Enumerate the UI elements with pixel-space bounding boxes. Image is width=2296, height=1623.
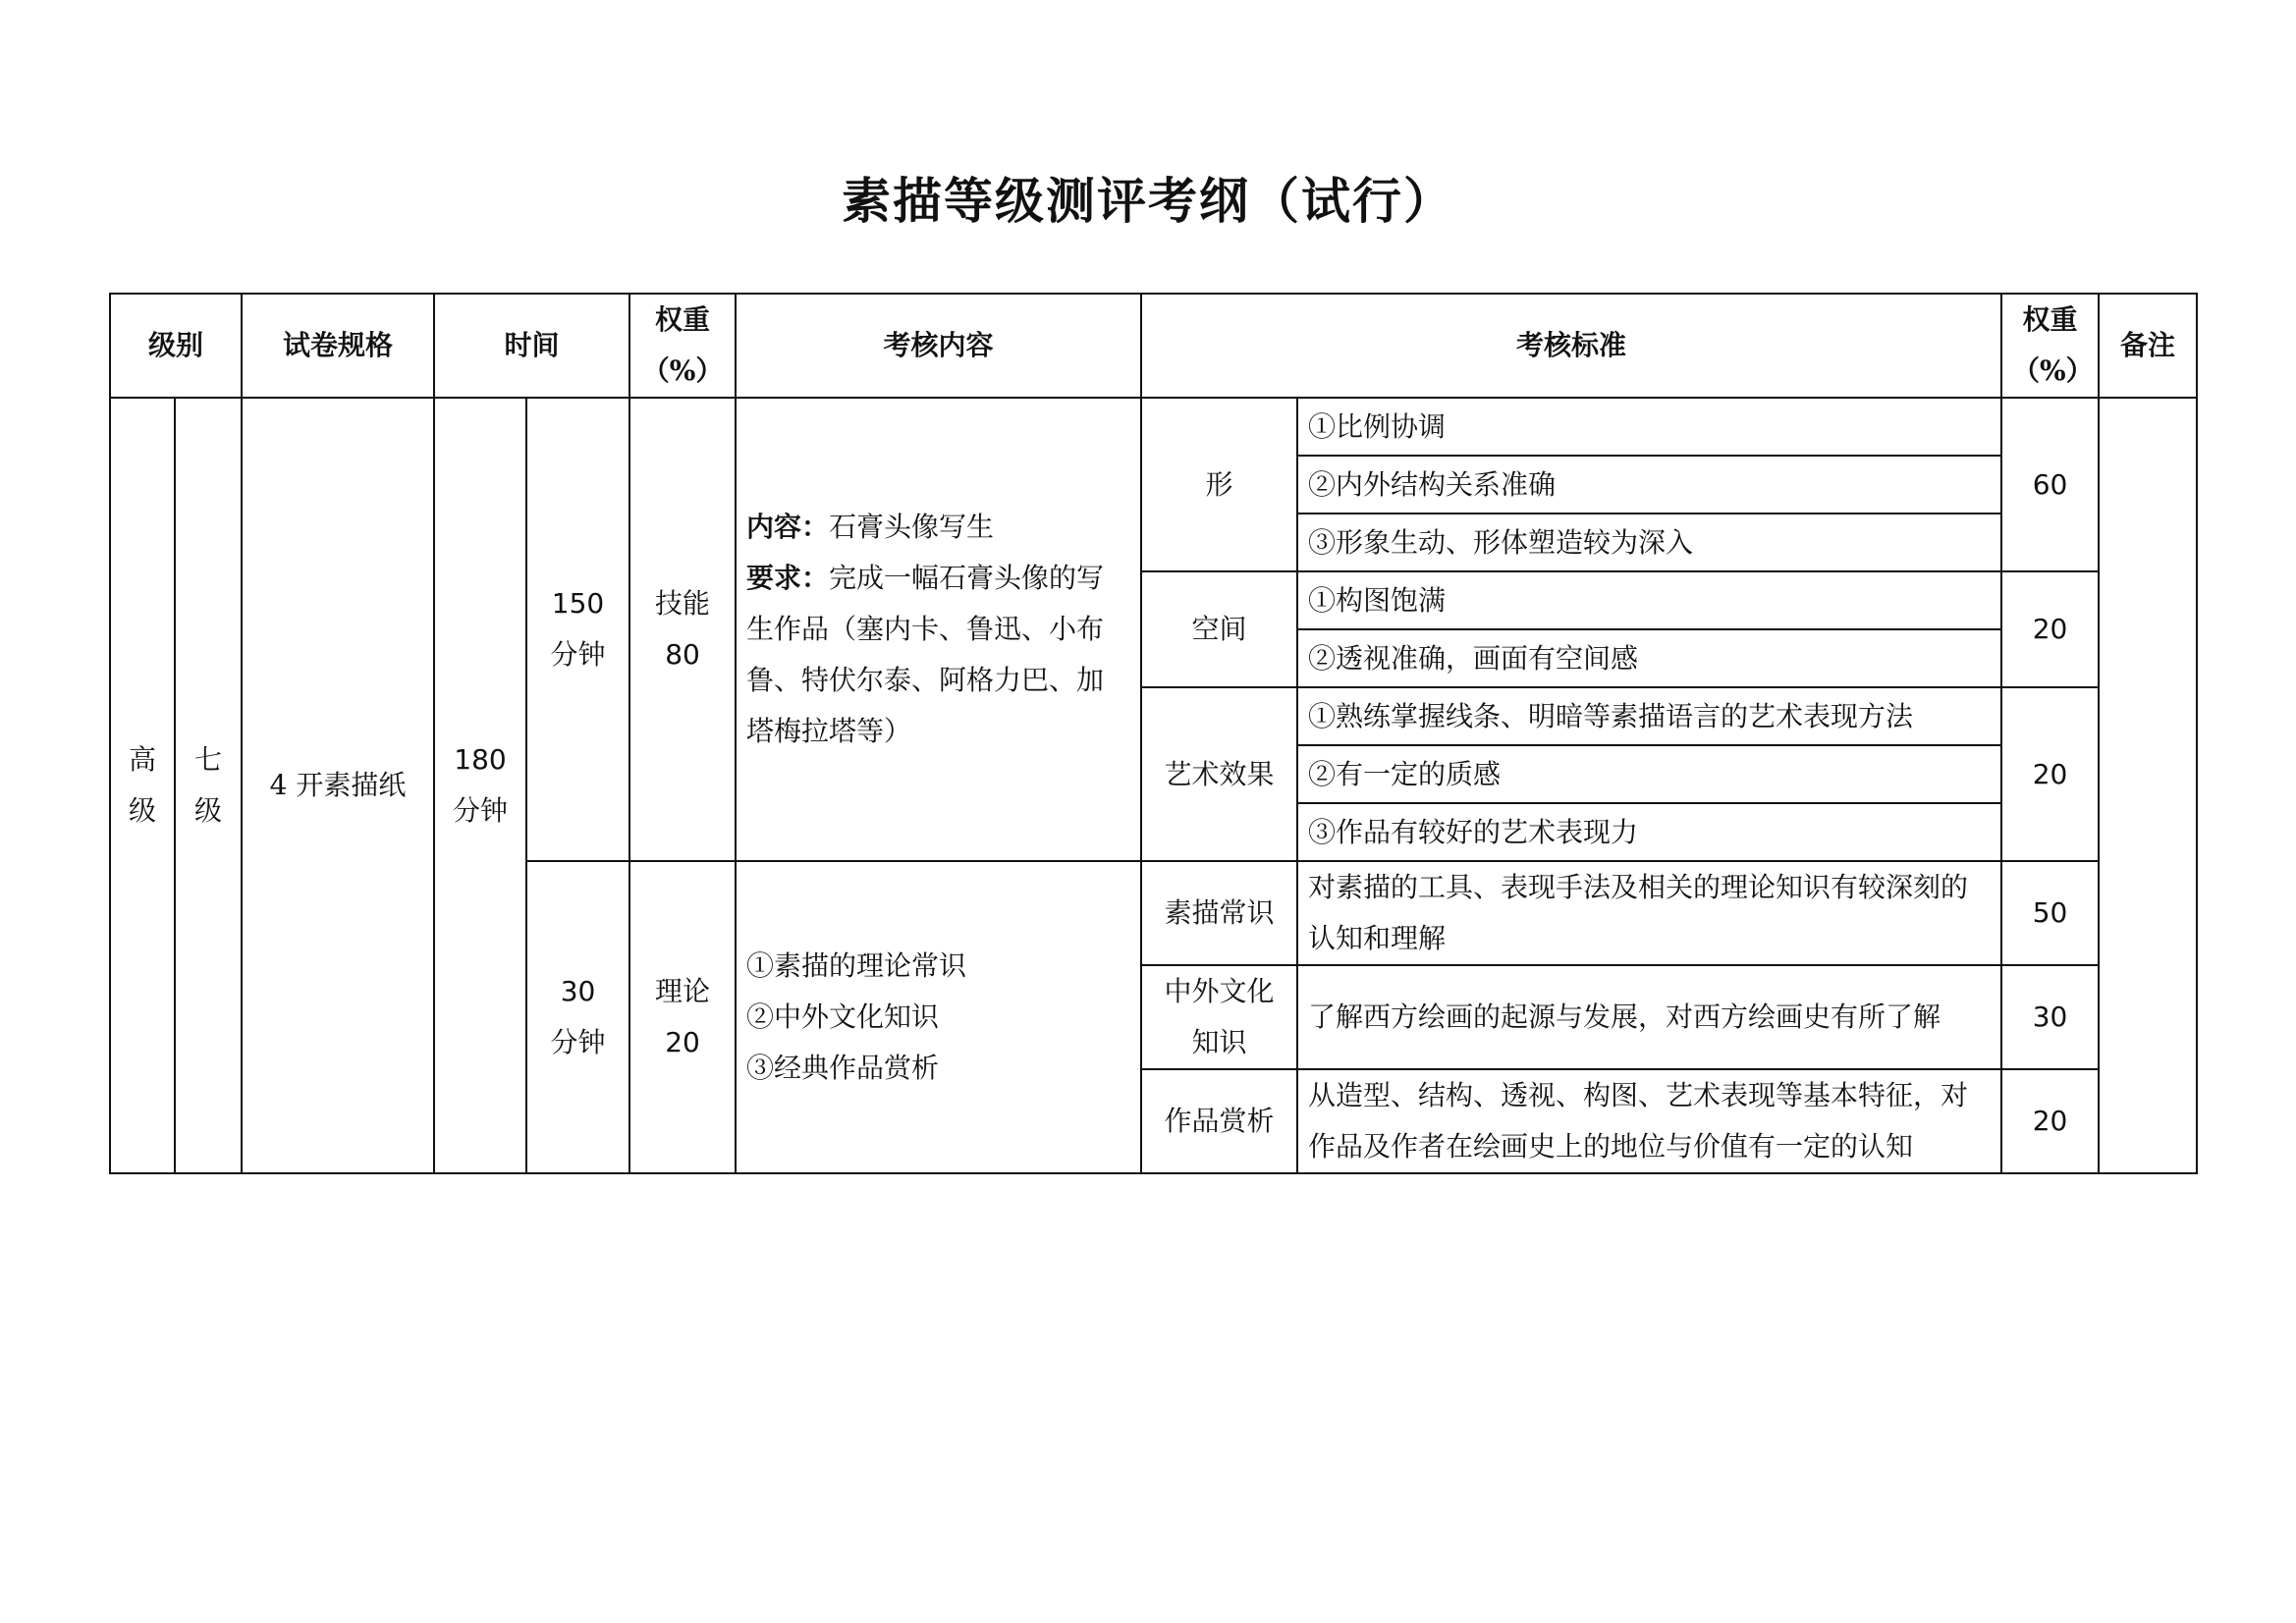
table-row <box>110 398 2197 456</box>
criteria-weight: 30 <box>2001 965 2099 1069</box>
criteria-item: ①熟练掌握线条、明暗等素描语言的艺术表现方法 <box>1297 687 2001 745</box>
criteria-group-art-effect: 艺术效果 <box>1141 687 1297 861</box>
total-time-cell: 180 分钟 <box>434 398 526 1173</box>
header-standard: 考核标准 <box>1141 294 2001 398</box>
criteria-item: 从造型、结构、透视、构图、艺术表现等基本特征，对作品及作者在绘画史上的地位与价值有一定的认知 <box>1297 1069 2001 1173</box>
skill-weight-cell: 技能 80 <box>629 398 736 861</box>
criteria-group-sketch-knowledge: 素描常识 <box>1141 861 1297 965</box>
criteria-item: 对素描的工具、表现手法及相关的理论知识有较深刻的认知和理解 <box>1297 861 2001 965</box>
criteria-item: ③作品有较好的艺术表现力 <box>1297 803 2001 861</box>
criteria-item: ③形象生动、形体塑造较为深入 <box>1297 514 2001 571</box>
level-cell: 高 级 <box>110 398 175 1173</box>
criteria-weight: 50 <box>2001 861 2099 965</box>
criteria-item: ②内外结构关系准确 <box>1297 456 2001 514</box>
theory-content-cell: ①素描的理论常识 ②中外文化知识 ③经典作品赏析 <box>736 861 1141 1173</box>
header-weight: 权重 （%） <box>629 294 736 398</box>
criteria-weight: 20 <box>2001 1069 2099 1173</box>
syllabus-table <box>109 293 2198 1174</box>
skill-content-cell: 内容：石膏头像写生 要求：完成一幅石膏头像的写生作品（塞内卡、鲁迅、小布鲁、特伏尔泰、阿格力巴、加塔梅拉塔等） <box>736 398 1141 861</box>
remark-cell <box>2099 398 2197 1173</box>
criteria-group-culture: 中外文化 知识 <box>1141 965 1297 1069</box>
criteria-item: ②有一定的质感 <box>1297 745 2001 803</box>
header-level: 级别 <box>110 294 242 398</box>
header-row <box>110 294 2197 398</box>
paper-spec-cell: 4 开素描纸 <box>242 398 434 1173</box>
header-spec: 试卷规格 <box>242 294 434 398</box>
header-weight-2: 权重 （%） <box>2001 294 2099 398</box>
criteria-item: ①比例协调 <box>1297 398 2001 456</box>
skill-time-cell: 150 分钟 <box>526 398 629 861</box>
page-title: 素描等级测评考纲（试行） <box>842 172 1454 230</box>
theory-weight-cell: 理论 20 <box>629 861 736 1173</box>
header-remark: 备注 <box>2099 294 2197 398</box>
header-content: 考核内容 <box>736 294 1141 398</box>
grade-cell: 七 级 <box>175 398 242 1173</box>
header-time: 时间 <box>434 294 629 398</box>
criteria-group-space: 空间 <box>1141 571 1297 687</box>
criteria-weight: 20 <box>2001 687 2099 861</box>
criteria-item: 了解西方绘画的起源与发展，对西方绘画史有所了解 <box>1297 965 2001 1069</box>
criteria-group-appreciation: 作品赏析 <box>1141 1069 1297 1173</box>
criteria-item: ①构图饱满 <box>1297 571 2001 629</box>
criteria-group-shape: 形 <box>1141 398 1297 571</box>
criteria-item: ②透视准确，画面有空间感 <box>1297 629 2001 687</box>
theory-time-cell: 30 分钟 <box>526 861 629 1173</box>
criteria-weight: 60 <box>2001 398 2099 571</box>
criteria-weight: 20 <box>2001 571 2099 687</box>
